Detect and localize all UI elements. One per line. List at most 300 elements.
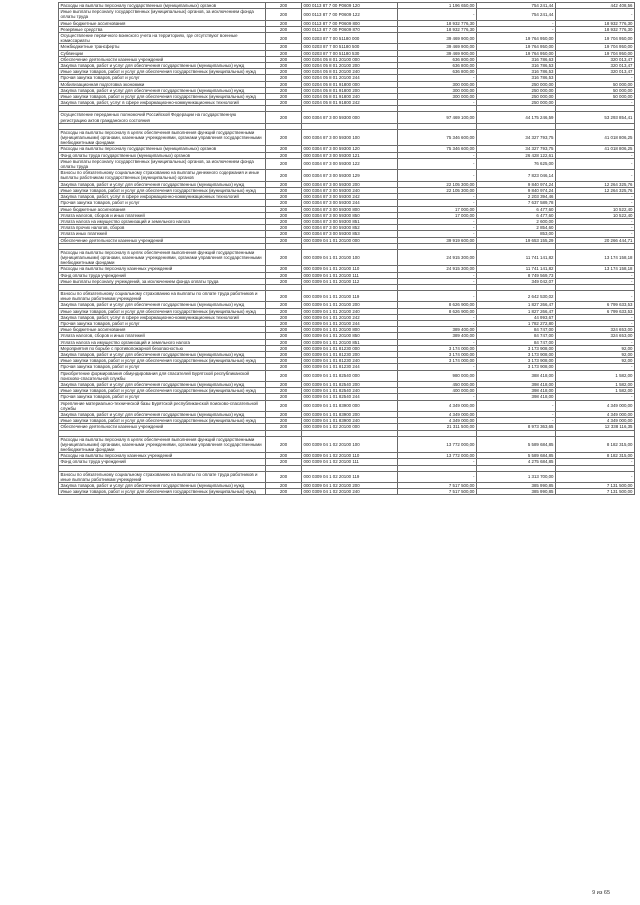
table-row	[59, 129, 635, 146]
row-name-cell: Взносы по обязательному социальному страхованию на выплаты по оплате труда работников и иные выплаты работникам учреждений	[59, 290, 266, 301]
row-kbk-cell: 000 0309 04 1 02 20100 240	[302, 489, 398, 495]
row-remaining-cell: 92,00	[556, 345, 635, 351]
row-remaining-cell: 41 018 806,25	[556, 129, 635, 146]
row-approved-cell: -	[398, 314, 477, 320]
row-remaining-cell: 7 131 500,00	[556, 483, 635, 489]
row-approved-cell: 636 800,00	[398, 56, 477, 62]
row-name-cell: Закупка товаров, работ, услуг в сфере информационно-коммуникационных технологий	[59, 314, 266, 320]
row-kbk-cell: 000 0304 87 3 00 59300 240	[302, 187, 398, 193]
row-executed-cell: 9 840 974,24	[477, 181, 556, 187]
row-code-cell: 200	[266, 87, 302, 93]
row-approved-cell: -	[398, 394, 477, 400]
row-executed-cell: 754 241,44	[477, 9, 556, 20]
row-kbk-cell: 000 0309 04 1 01 20100 111	[302, 272, 398, 278]
row-remaining-cell: 13 174 158,18	[556, 249, 635, 266]
row-remaining-cell: 50 000,00	[556, 94, 635, 100]
row-kbk-cell: 000 0309 04 1 01 83900 200	[302, 412, 398, 418]
row-kbk-cell: 000 0309 04 1 01 20100 242	[302, 314, 398, 320]
row-remaining-cell: -	[556, 278, 635, 284]
row-name-cell: Взносы по обязательному социальному страхованию на выплаты денежного содержания и иные выплаты работникам государственных (муниципальных) органов	[59, 170, 266, 181]
row-name-cell: Иные закупки товаров, работ и услуг для обеспечения государственных (муниципальных) нужд	[59, 308, 266, 314]
table-row	[59, 400, 635, 411]
row-remaining-cell: 19 704 950,00	[556, 44, 635, 50]
row-name-cell: Закупка товаров, работ и услуг для обеспечения государственных (муниципальных) нужд	[59, 63, 266, 69]
row-executed-cell: 250 000,00	[477, 81, 556, 87]
row-code-cell: 200	[266, 3, 302, 9]
row-kbk-cell: 000 0304 87 3 00 59300 129	[302, 170, 398, 181]
row-approved-cell: 400 000,00	[398, 388, 477, 394]
row-code-cell: 200	[266, 394, 302, 400]
row-name-cell: Закупка товаров, работ, услуг в сфере информационно-коммуникационных технологий	[59, 194, 266, 200]
row-name-cell: Прочая закупка товаров, работ и услуг	[59, 200, 266, 206]
row-executed-cell: 6 477,60	[477, 206, 556, 212]
row-kbk-cell: 000 0309 04 1 01 20100 240	[302, 308, 398, 314]
row-code-cell: 200	[266, 333, 302, 339]
row-executed-cell: 385 990,85	[477, 489, 556, 495]
row-kbk-cell: 000 0309 04 1 01 82540 000	[302, 370, 398, 381]
row-kbk-cell: 000 0309 04 1 01 82540 200	[302, 381, 398, 387]
row-name-cell: Закупка товаров, работ и услуг для обеспечения государственных (муниципальных) нужд	[59, 302, 266, 308]
row-approved-cell: -	[398, 218, 477, 224]
row-code-cell: 200	[266, 81, 302, 87]
row-approved-cell: 8 626 900,00	[398, 308, 477, 314]
row-code-cell: 200	[266, 418, 302, 424]
row-kbk-cell: 000 0304 87 3 00 59300 120	[302, 146, 398, 152]
row-approved-cell: 636 800,00	[398, 69, 477, 75]
row-name-cell: Осуществление первичного воинского учета на территориях, где отсутствуют военные комиссариаты	[59, 33, 266, 44]
table-row	[59, 370, 635, 381]
row-executed-cell: 26 428 122,61	[477, 152, 556, 158]
row-name-cell: Фонд оплаты труда государственных (муниципальных) органов	[59, 152, 266, 158]
row-code-cell: 200	[266, 146, 302, 152]
row-name-cell: Иные закупки товаров, работ и услуг для обеспечения государственных (муниципальных) нужд	[59, 418, 266, 424]
row-code-cell: 200	[266, 206, 302, 212]
row-code-cell: 200	[266, 200, 302, 206]
row-remaining-cell: 324 653,00	[556, 327, 635, 333]
row-kbk-cell: 000 0309 04 1 01 81230 000	[302, 345, 398, 351]
expense-table	[58, 2, 635, 495]
row-code-cell: 200	[266, 26, 302, 32]
row-remaining-cell: -	[556, 459, 635, 465]
row-code-cell: 200	[266, 170, 302, 181]
row-approved-cell: -	[398, 339, 477, 345]
row-approved-cell: -	[398, 364, 477, 370]
row-kbk-cell: 000 0304 87 3 00 59300 242	[302, 194, 398, 200]
row-approved-cell: -	[398, 231, 477, 237]
row-code-cell: 200	[266, 33, 302, 44]
row-remaining-cell: 12 264 325,76	[556, 181, 635, 187]
row-approved-cell: 4 349 000,00	[398, 400, 477, 411]
row-code-cell: 200	[266, 436, 302, 453]
row-name-cell: Уплата иных платежей	[59, 231, 266, 237]
row-kbk-cell: 000 0309 04 1 02 20100 111	[302, 459, 398, 465]
table-row	[59, 278, 635, 284]
row-code-cell: 200	[266, 412, 302, 418]
row-name-cell: Закупка товаров, работ и услуг для обеспечения государственных (муниципальных) нужд	[59, 381, 266, 387]
row-remaining-cell: 13 174 158,18	[556, 266, 635, 272]
row-remaining-cell: -	[556, 231, 635, 237]
row-approved-cell: 39 469 900,00	[398, 33, 477, 44]
row-executed-cell: -	[477, 20, 556, 26]
row-name-cell: Уплата прочих налогов, сборов	[59, 225, 266, 231]
row-code-cell: 200	[266, 327, 302, 333]
row-code-cell: 200	[266, 50, 302, 56]
row-remaining-cell: 50 000,00	[556, 81, 635, 87]
table-row	[59, 424, 635, 430]
row-kbk-cell: 000 0309 04 1 01 20100 119	[302, 290, 398, 301]
row-kbk-cell: 000 0309 04 1 01 81230 240	[302, 358, 398, 364]
row-name-cell: Иные закупки товаров, работ и услуг для обеспечения государственных (муниципальных) нужд	[59, 187, 266, 193]
row-remaining-cell: 18 932 776,30	[556, 26, 635, 32]
row-code-cell: 200	[266, 44, 302, 50]
row-remaining-cell: 18 932 776,30	[556, 20, 635, 26]
row-approved-cell: 3 174 000,00	[398, 351, 477, 357]
row-name-cell: Уплата налогов, сборов и иных платежей	[59, 333, 266, 339]
row-code-cell: 200	[266, 75, 302, 81]
row-remaining-cell: 442 408,56	[556, 3, 635, 9]
table-row	[59, 87, 635, 93]
row-name-cell: Иные бюджетные ассигнования	[59, 327, 266, 333]
row-executed-cell: 2 642 530,02	[477, 290, 556, 301]
row-kbk-cell: 000 0204 05 8 01 20100 244	[302, 75, 398, 81]
row-executed-cell: 2 854,60	[477, 225, 556, 231]
row-name-cell: Расходы на выплаты персоналу в целях обеспечения выполнения функций государственными (муниципальными) органами, казенными учреждениями, органами управления государственными внебюджетными фондами	[59, 249, 266, 266]
row-name-cell: Закупка товаров, работ и услуг для обеспечения государственных (муниципальных) нужд	[59, 87, 266, 93]
row-kbk-cell: 000 0309 04 1 01 81230 244	[302, 364, 398, 370]
row-kbk-cell: 000 0304 87 3 00 59300 244	[302, 200, 398, 206]
row-executed-cell: 84 747,00	[477, 333, 556, 339]
row-name-cell: Иные закупки товаров, работ и услуг для обеспечения государственных (муниципальных) нужд	[59, 94, 266, 100]
table-row	[59, 3, 635, 9]
row-code-cell: 200	[266, 358, 302, 364]
row-approved-cell: 300 000,00	[398, 81, 477, 87]
row-name-cell: Закупка товаров, работ и услуг для обеспечения государственных (муниципальных) нужд	[59, 351, 266, 357]
table-row	[59, 170, 635, 181]
row-executed-cell: 19 764 950,00	[477, 33, 556, 44]
row-remaining-cell: -	[556, 75, 635, 81]
row-name-cell: Расходы на выплаты персоналу казенных учреждений	[59, 453, 266, 459]
row-remaining-cell: 10 522,40	[556, 206, 635, 212]
row-remaining-cell: -	[556, 339, 635, 345]
row-approved-cell: 3 174 000,00	[398, 345, 477, 351]
row-approved-cell: -	[398, 290, 477, 301]
row-remaining-cell: -	[556, 152, 635, 158]
row-code-cell: 200	[266, 212, 302, 218]
table-row	[59, 69, 635, 75]
row-executed-cell: 388 418,00	[477, 370, 556, 381]
table-row	[59, 9, 635, 20]
row-executed-cell: 19 653 155,29	[477, 237, 556, 243]
row-remaining-cell: 41 018 806,25	[556, 146, 635, 152]
table-row	[59, 158, 635, 169]
row-remaining-cell: -	[556, 200, 635, 206]
row-kbk-cell: 000 0204 05 8 01 20100 200	[302, 63, 398, 69]
row-kbk-cell: 000 0309 04 1 01 20100 851	[302, 339, 398, 345]
row-name-cell: Прочая закупка товаров, работ и услуг	[59, 75, 266, 81]
row-remaining-cell: -	[556, 9, 635, 20]
row-executed-cell: 84 747,00	[477, 327, 556, 333]
row-executed-cell: 44 175 246,59	[477, 112, 556, 123]
expense-table-body	[59, 3, 635, 495]
row-remaining-cell: 1 582,00	[556, 370, 635, 381]
row-name-cell: Иные закупки товаров, работ и услуг для обеспечения государственных (муниципальных) нужд	[59, 388, 266, 394]
row-code-cell: 200	[266, 453, 302, 459]
row-code-cell: 200	[266, 339, 302, 345]
row-kbk-cell: 000 0304 87 3 00 59300 122	[302, 158, 398, 169]
row-kbk-cell: 000 0204 05 8 01 91800 000	[302, 81, 398, 87]
row-approved-cell: 17 000,00	[398, 212, 477, 218]
row-code-cell: 200	[266, 308, 302, 314]
table-row	[59, 483, 635, 489]
row-name-cell: Прочая закупка товаров, работ и услуг	[59, 394, 266, 400]
row-remaining-cell: 12 264 325,76	[556, 187, 635, 193]
row-code-cell: 200	[266, 370, 302, 381]
row-executed-cell: -	[477, 418, 556, 424]
row-approved-cell: -	[398, 320, 477, 326]
row-executed-cell: 5 589 684,85	[477, 436, 556, 453]
row-code-cell: 200	[266, 381, 302, 387]
row-code-cell: 200	[266, 69, 302, 75]
row-kbk-cell: 000 0304 87 3 00 59300 800	[302, 206, 398, 212]
row-executed-cell: 7 637 589,78	[477, 200, 556, 206]
row-name-cell: Закупка товаров, работ, услуг в сфере информационно-коммуникационных технологий	[59, 100, 266, 106]
row-code-cell: 200	[266, 152, 302, 158]
row-executed-cell: -	[477, 400, 556, 411]
row-approved-cell: -	[398, 170, 477, 181]
row-executed-cell: -	[477, 26, 556, 32]
table-row	[59, 351, 635, 357]
table-row	[59, 345, 635, 351]
row-name-cell: Расходы на выплаты персоналу государственных (муниципальных) органов	[59, 146, 266, 152]
row-code-cell: 200	[266, 266, 302, 272]
row-executed-cell: -	[477, 412, 556, 418]
row-name-cell: Мобилизационная подготовка экономики	[59, 81, 266, 87]
row-code-cell: 200	[266, 320, 302, 326]
row-executed-cell: 316 786,63	[477, 56, 556, 62]
row-code-cell: 200	[266, 489, 302, 495]
row-executed-cell: 1 313 700,00	[477, 471, 556, 482]
row-code-cell: 200	[266, 424, 302, 430]
row-remaining-cell: 1 582,00	[556, 381, 635, 387]
row-kbk-cell: 000 0309 04 1 01 20100 100	[302, 249, 398, 266]
row-name-cell: Прочая закупка товаров, работ и услуг	[59, 320, 266, 326]
row-code-cell: 200	[266, 181, 302, 187]
row-name-cell: Расходы на выплаты персоналу государственных (муниципальных) органов	[59, 3, 266, 9]
row-code-cell: 200	[266, 471, 302, 482]
row-name-cell: Фонд оплаты труда учреждений	[59, 272, 266, 278]
row-kbk-cell: 000 0309 04 1 01 20100 000	[302, 237, 398, 243]
row-code-cell: 200	[266, 237, 302, 243]
row-remaining-cell: -	[556, 272, 635, 278]
row-approved-cell: 21 311 500,00	[398, 424, 477, 430]
row-name-cell: Закупка товаров, работ и услуг для обеспечения государственных (муниципальных) нужд	[59, 412, 266, 418]
table-row	[59, 249, 635, 266]
row-name-cell: Уплата налога на имущество организаций и земельного налога	[59, 339, 266, 345]
row-approved-cell: 75 346 600,00	[398, 146, 477, 152]
row-code-cell: 200	[266, 459, 302, 465]
row-approved-cell: -	[398, 100, 477, 106]
row-remaining-cell: 4 349 000,00	[556, 412, 635, 418]
row-name-cell: Взносы по обязательному социальному страхованию на выплаты по оплате труда работников и иные выплаты работникам учреждений	[59, 471, 266, 482]
row-kbk-cell: 000 0309 04 1 01 81230 200	[302, 351, 398, 357]
row-kbk-cell: 000 0309 04 1 02 20100 000	[302, 424, 398, 430]
row-code-cell: 200	[266, 187, 302, 193]
row-approved-cell: 24 915 300,00	[398, 266, 477, 272]
row-executed-cell: 34 327 793,75	[477, 129, 556, 146]
row-executed-cell: 84 747,00	[477, 339, 556, 345]
row-name-cell: Иные бюджетные ассигнования	[59, 20, 266, 26]
table-row	[59, 187, 635, 193]
table-row	[59, 453, 635, 459]
row-kbk-cell: 000 0204 05 8 01 91800 200	[302, 87, 398, 93]
row-remaining-cell: -	[556, 100, 635, 106]
row-executed-cell: 11 741 141,82	[477, 266, 556, 272]
row-executed-cell: 3 173 908,00	[477, 345, 556, 351]
table-row	[59, 302, 635, 308]
row-code-cell: 200	[266, 112, 302, 123]
row-code-cell: 200	[266, 194, 302, 200]
row-approved-cell: 22 105 300,00	[398, 187, 477, 193]
row-approved-cell: -	[398, 225, 477, 231]
row-executed-cell: 1 827 266,47	[477, 308, 556, 314]
row-kbk-cell: 000 0203 87 7 00 51180 530	[302, 50, 398, 56]
row-approved-cell: -	[398, 158, 477, 169]
page-number: 9 из 65	[592, 890, 610, 896]
row-remaining-cell: -	[556, 225, 635, 231]
row-remaining-cell: 320 013,47	[556, 56, 635, 62]
row-code-cell: 200	[266, 20, 302, 26]
row-kbk-cell: 000 0304 87 3 00 59300 853	[302, 231, 398, 237]
row-kbk-cell: 000 0309 04 1 02 20100 110	[302, 453, 398, 459]
row-approved-cell: -	[398, 471, 477, 482]
row-remaining-cell: 4 349 000,00	[556, 418, 635, 424]
row-remaining-cell: -	[556, 394, 635, 400]
row-name-cell: Расходы на выплаты персоналу в целях обеспечения выполнения функций государственными (муниципальными) органами, казенными учреждениями, органами управления государственными внебюджетными фондами	[59, 436, 266, 453]
row-approved-cell: 39 469 900,00	[398, 50, 477, 56]
row-approved-cell: -	[398, 200, 477, 206]
row-approved-cell: 13 772 000,00	[398, 453, 477, 459]
row-remaining-cell: 50 000,00	[556, 87, 635, 93]
row-name-cell: Уплата налога на имущество организаций и земельного налога	[59, 218, 266, 224]
row-code-cell: 200	[266, 56, 302, 62]
row-executed-cell: 3 173 908,00	[477, 364, 556, 370]
row-executed-cell: 44 993,67	[477, 314, 556, 320]
row-code-cell: 200	[266, 129, 302, 146]
row-remaining-cell: 8 182 315,00	[556, 453, 635, 459]
row-name-cell: Субвенции	[59, 50, 266, 56]
row-code-cell: 200	[266, 314, 302, 320]
row-code-cell: 200	[266, 249, 302, 266]
row-approved-cell: 7 517 500,00	[398, 483, 477, 489]
table-row	[59, 94, 635, 100]
table-row	[59, 212, 635, 218]
row-approved-cell: 24 915 300,00	[398, 249, 477, 266]
row-kbk-cell: 000 0304 87 3 00 59300 121	[302, 152, 398, 158]
row-code-cell: 200	[266, 400, 302, 411]
table-row	[59, 388, 635, 394]
row-name-cell: Мероприятия по борьбе с противопожарной безопасностью	[59, 345, 266, 351]
row-remaining-cell: 12 338 116,35	[556, 424, 635, 430]
row-executed-cell: 250 000,00	[477, 87, 556, 93]
row-executed-cell: 316 786,53	[477, 69, 556, 75]
row-approved-cell: 97 469 100,00	[398, 112, 477, 123]
row-code-cell: 200	[266, 218, 302, 224]
row-code-cell: 200	[266, 100, 302, 106]
table-row	[59, 194, 635, 200]
row-approved-cell: 389 400,00	[398, 333, 477, 339]
row-kbk-cell: 000 0113 87 7 00 Р0609 122	[302, 9, 398, 20]
row-executed-cell: 316 786,53	[477, 75, 556, 81]
row-kbk-cell: 000 0304 87 3 00 59300 851	[302, 218, 398, 224]
report-sheet	[58, 2, 633, 495]
row-executed-cell: 9 840 974,24	[477, 187, 556, 193]
row-kbk-cell: 000 0204 05 8 01 91800 242	[302, 100, 398, 106]
row-executed-cell: 8 749 569,73	[477, 272, 556, 278]
table-row	[59, 112, 635, 123]
table-row	[59, 181, 635, 187]
row-name-cell: Иные закупки товаров, работ и услуг для обеспечения государственных (муниципальных) нужд	[59, 489, 266, 495]
row-executed-cell: 19 764 950,00	[477, 50, 556, 56]
row-name-cell: Иные закупки товаров, работ и услуг для обеспечения государственных (муниципальных) нужд	[59, 69, 266, 75]
row-remaining-cell: 320 013,47	[556, 63, 635, 69]
row-executed-cell: 1 827 266,47	[477, 302, 556, 308]
table-row	[59, 218, 635, 224]
table-row	[59, 100, 635, 106]
row-approved-cell: -	[398, 9, 477, 20]
row-approved-cell: -	[398, 75, 477, 81]
row-name-cell: Закупка товаров, работ и услуг для обеспечения государственных (муниципальных) нужд	[59, 181, 266, 187]
row-kbk-cell: 000 0309 04 1 02 20100 200	[302, 483, 398, 489]
row-executed-cell: 754 241,44	[477, 3, 556, 9]
row-kbk-cell: 000 0304 87 3 00 59300 852	[302, 225, 398, 231]
row-code-cell: 200	[266, 225, 302, 231]
table-row	[59, 146, 635, 152]
row-name-cell: Обеспечение деятельности казенных учреждений	[59, 237, 266, 243]
row-kbk-cell: 000 0204 05 8 01 20100 000	[302, 56, 398, 62]
row-approved-cell: -	[398, 272, 477, 278]
row-executed-cell: 3 173 908,00	[477, 351, 556, 357]
row-kbk-cell: 000 0304 87 3 00 59300 000	[302, 112, 398, 123]
row-remaining-cell: 19 704 950,00	[556, 33, 635, 44]
row-name-cell: Иные выплаты персоналу государственных (муниципальных) органов, за исключением фонда оплаты труда	[59, 158, 266, 169]
row-approved-cell: 39 469 900,00	[398, 44, 477, 50]
row-approved-cell: 18 932 776,30	[398, 26, 477, 32]
row-remaining-cell: 10 522,40	[556, 212, 635, 218]
row-executed-cell: 19 764 950,00	[477, 44, 556, 50]
row-executed-cell: 2 203 394,46	[477, 194, 556, 200]
row-kbk-cell: 000 0309 04 1 01 20100 112	[302, 278, 398, 284]
row-remaining-cell: 20 266 444,71	[556, 237, 635, 243]
row-remaining-cell: -	[556, 320, 635, 326]
row-name-cell: Прочая закупка товаров, работ и услуг	[59, 364, 266, 370]
table-row	[59, 381, 635, 387]
table-row	[59, 266, 635, 272]
row-kbk-cell: 000 0309 04 1 01 20100 110	[302, 266, 398, 272]
row-approved-cell: 39 919 600,00	[398, 237, 477, 243]
row-kbk-cell: 000 0309 04 1 02 20100 119	[302, 471, 398, 482]
row-executed-cell: 11 741 141,82	[477, 249, 556, 266]
row-approved-cell: 389 400,00	[398, 327, 477, 333]
row-approved-cell: 636 800,00	[398, 63, 477, 69]
row-kbk-cell: 000 0309 04 1 01 20100 244	[302, 320, 398, 326]
row-executed-cell: 316 786,53	[477, 63, 556, 69]
row-remaining-cell: 1 582,00	[556, 388, 635, 394]
row-name-cell: Иные закупки товаров, работ и услуг для обеспечения государственных (муниципальных) нужд	[59, 358, 266, 364]
row-code-cell: 200	[266, 302, 302, 308]
row-remaining-cell: 19 704 950,00	[556, 50, 635, 56]
row-remaining-cell: -	[556, 471, 635, 482]
row-code-cell: 200	[266, 351, 302, 357]
